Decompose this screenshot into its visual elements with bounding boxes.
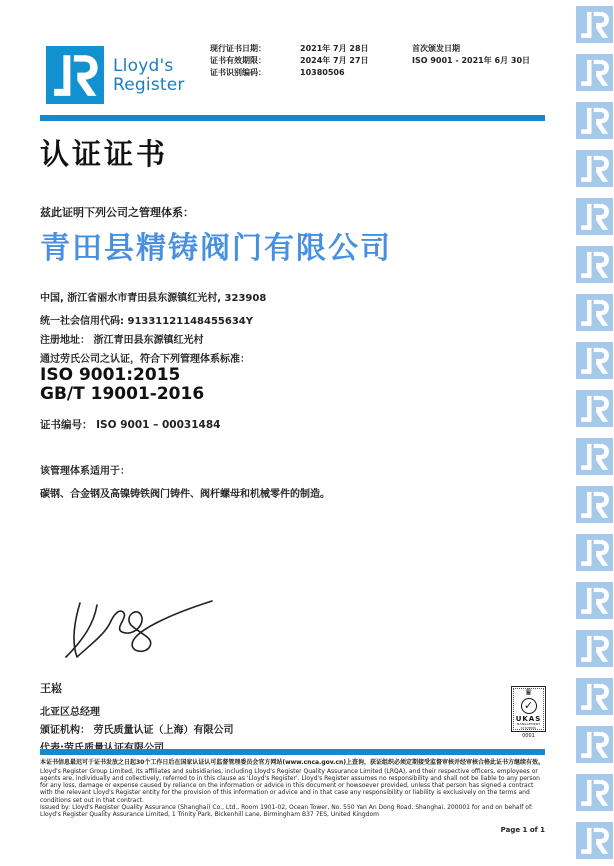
lr-logo-small-icon [576,723,613,766]
crown-icon: ♛ [524,688,533,698]
ukas-accreditation-mark [511,686,546,740]
lr-logo-small-icon [576,51,613,94]
scope-intro: 该管理体系适用于： [40,466,130,477]
certificate-number-line: 证书编号： ISO 9001 – 00031484 [40,419,221,431]
brand-line1: Lloyd's [113,56,174,76]
meta-value: 10380506 [300,68,345,77]
certificate-title: 认证证书 [40,137,169,171]
brand-line2: Register [113,75,185,95]
lr-logo-strip [576,3,614,866]
first-issue-block [412,43,530,67]
lr-logo-small-icon [576,99,613,142]
lr-logo-small-icon [576,579,613,622]
cn-cnca-notice: 本证书信息最迟可于证书发放之日起30个工作日后在国家认证认可监督管理委员会官方网站(www.cnca.gov.cn)上查询，获证组织必须定期接受监督审核并经审核合格此证书方继续有效。 [40,759,545,766]
meta-value: 2024年 7月 27日 [300,56,369,65]
lr-logo-small-icon [576,195,613,238]
lr-logo-small-icon [576,627,613,670]
page-number: Page 1 of 1 [500,826,545,834]
credit-code-line: 统一社会信用代码: 91331121148455634Y [40,316,254,327]
lr-logo-small-icon [576,387,613,430]
lloyds-register-logo-icon [46,46,104,104]
meta-label: 现行证书日期： [210,44,266,53]
lr-logo-small-icon [576,531,613,574]
lr-logo-small-icon [576,147,613,190]
ukas-name: UKAS [515,715,542,723]
signatory-name: 王崧 [40,682,62,695]
standard-gbt: GB/T 19001-2016 [40,384,205,404]
certify-statement: 兹此证明下列公司之管理体系： [40,206,194,219]
meta-row-expiry-date [210,55,405,67]
first-issue-label: 首次颁发日期 [412,44,460,53]
registered-address-line: 注册地址： 浙江青田县东源镇红光村 [40,335,204,346]
scope-text: 碳钢、合金钢及高镍铸铁阀门铸件、阀杆螺母和机械零件的制造。 [40,489,330,500]
lr-logo-small-icon [576,435,613,478]
lr-logo-small-icon [576,291,613,334]
footer-divider-bar [40,749,545,755]
standards-list [40,366,204,404]
first-issue-value: ISO 9001 - 2021年 6月 30日 [412,56,531,65]
signature-image [50,593,225,671]
header-divider-bar [40,115,545,121]
lr-logo-small-icon [576,675,613,718]
issuing-body-line: 颁证机构： 劳氏质量认证（上海）有限公司 [40,725,234,736]
ukas-number: 0001 [522,733,535,739]
issued-by-line: Issued by: Lloyd's Register Quality Assurance (Shanghai) Co., Ltd., Room 1901-02, Ocean Tower, No. 550 Yan An Dong Road, Shanghai, 200001 for and on behalf of: Lloyd's Register Quality Assurance Limited, 1 Trinity Park, Bickenhill Lane, Birmingham B37 7ES, United Kingdom [40,803,533,819]
lr-logo-small-icon [576,483,613,526]
checkmark-icon: ✓ [521,698,537,714]
en-disclaimer: Lloyd's Register Group Limited, its affiliates and subsidiaries, including Lloyd's Register Quality Assurance Limited (LRQA), and their respective officers, employees or agents are, individually and collectively, referred to in this clause as 'Lloyd's Register'. Lloyd's Register assumes no responsibility and shall not be liable to any person for any loss, damage or expense caused by reliance on the information or advice in this document or howsoever provided, unless that person has signed a contract with the relevant Lloyd's Register entity for the provision of this information or advice and in that case any responsibility or liability is exclusively on the terms and conditions set out in that contract. [40,767,540,804]
meta-label: 证书识别编码： [210,68,266,77]
meta-label: 证书有效期限： [210,56,266,65]
signatory-role: 北亚区总经理 [40,707,100,718]
certificate-meta [210,43,405,79]
lr-logo-small-icon [576,339,613,382]
meta-row-current-date [210,43,405,55]
company-name: 青田县精铸阀门有限公司 [40,231,392,266]
company-address: 中国, 浙江省丽水市青田县东源镇红光村, 323908 [40,293,267,304]
meta-value: 2021年 7月 28日 [300,44,369,53]
lr-logo-small-icon [576,3,613,46]
lr-logo-small-icon [576,771,613,814]
lr-logo-small-icon [576,243,613,286]
ukas-subtitle: MANAGEMENT SYSTEMS [516,722,541,730]
lr-logo-small-icon [576,819,613,862]
approval-statement: 通过劳氏公司之认证，符合下列管理体系标准： [40,354,250,365]
brand-wordmark [113,57,185,95]
footer-legal [40,759,547,819]
meta-row-certificate-id [210,67,405,79]
ukas-box [511,686,546,732]
standard-iso: ISO 9001:2015 [40,365,181,385]
